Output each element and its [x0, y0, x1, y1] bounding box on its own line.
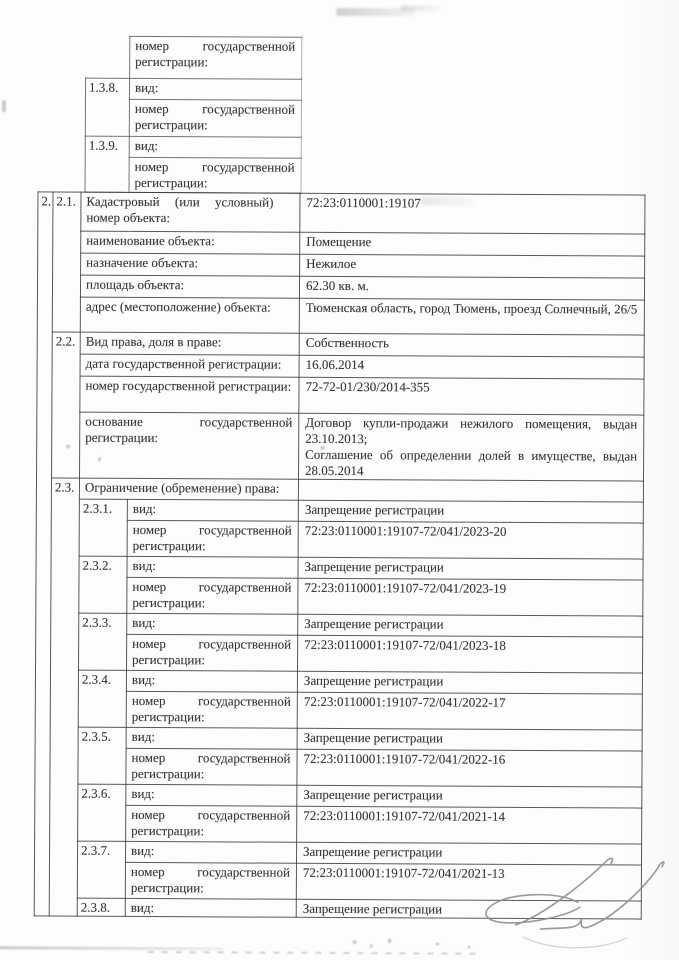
- row-label-cell: вид:: [129, 136, 301, 158]
- scan-artifact: [353, 940, 357, 944]
- row-label-cell: основание государственной регистрации:: [80, 412, 299, 479]
- row-value-cell: 72:23:0110001:19107-72/041/2022-16: [297, 749, 642, 787]
- row-label-cell: вид:: [127, 613, 298, 635]
- table-row: [38, 253, 645, 278]
- row-label-cell: номер государственной регистрации:: [125, 862, 296, 899]
- row-value-cell: 72:23:0110001:19107: [300, 193, 645, 234]
- row-value-cell: Запрещение регистрации: [296, 842, 641, 865]
- basis-line-1: Договор купли-продажи нежилого помещения, выдан 23.10.2013;: [305, 414, 638, 447]
- row-value-cell: 72:23:0110001:19107-72/041/2021-13: [296, 863, 641, 901]
- row-value-cell: Запрещение регистрации: [298, 557, 643, 580]
- row-label-cell: номер государственной регистрации:: [126, 691, 297, 728]
- row-label-cell: номер государственной регистрации:: [127, 577, 298, 614]
- row-value-cell: 72:23:0110001:19107-72/041/2023-18: [297, 635, 642, 673]
- scan-artifact: [148, 951, 478, 955]
- table-row: [37, 332, 644, 357]
- row-value-cell: 72:23:0110001:19107-72/041/2022-17: [297, 692, 642, 730]
- row-label-cell: номер государственной регистрации:: [126, 805, 297, 842]
- row-number-cell: 1.3.8.: [85, 78, 129, 136]
- row-label-cell: Ограничение (обременение) права:: [79, 478, 298, 500]
- table-row: [36, 634, 643, 673]
- row-label-cell: номер государственной регистрации:: [129, 157, 301, 193]
- row-number-cell: 2.3.6.: [78, 784, 126, 841]
- table-row: [37, 376, 644, 415]
- row-number-cell: 2.3.2.: [79, 556, 127, 613]
- property-table-fragment: [85, 36, 303, 194]
- row-value-cell: Нежилое: [300, 254, 645, 278]
- property-table-main: [34, 191, 646, 919]
- row-value-cell: 72:23:0110001:19107-72/041/2021-14: [297, 806, 642, 844]
- row-value-cell: Запрещение регистрации: [298, 500, 643, 523]
- row-label-cell: площадь объекта:: [80, 275, 299, 298]
- table-row: [36, 520, 643, 559]
- scan-artifact: [336, 8, 414, 16]
- signature: [437, 841, 677, 960]
- row-label-cell: вид:: [127, 556, 298, 578]
- row-label-cell: номер государственной регистрации:: [127, 634, 298, 671]
- row-label-cell: номер государственной регистрации:: [127, 520, 298, 557]
- table-row: [35, 805, 642, 844]
- subsection-number-cell: 2.2.: [52, 332, 81, 478]
- row-value-cell: 16.06.2014: [299, 355, 644, 379]
- row-label-cell: дата государственной регистрации:: [80, 354, 299, 377]
- table-row: [37, 412, 644, 481]
- table-row: [36, 577, 643, 616]
- row-value-cell: Запрещение регистрации: [297, 728, 642, 751]
- table-row: [35, 691, 642, 730]
- row-number-cell: 1.3.9.: [85, 136, 129, 192]
- row-label-cell: Вид права, доля в праве:: [80, 332, 299, 355]
- row-label-cell: вид:: [126, 670, 297, 692]
- row-number-cell: [86, 36, 130, 78]
- row-label-cell: вид:: [126, 727, 297, 749]
- row-label-cell: номер государственной регистрации:: [130, 36, 302, 79]
- row-number-cell: 2.3.7.: [77, 841, 125, 898]
- row-value-cell: 72:23:0110001:19107-72/041/2023-20: [298, 521, 643, 559]
- scan-artifact: [370, 944, 373, 948]
- scan-artifact: [388, 938, 392, 943]
- subsection-number-cell: 2.3.: [49, 478, 79, 916]
- subsection-number-cell: 2.1.: [52, 192, 81, 332]
- row-label-cell: вид:: [125, 898, 296, 917]
- row-label-cell: адрес (местоположение) объекта:: [80, 297, 299, 333]
- row-number-cell: 2.3.8.: [77, 898, 125, 916]
- scan-artifact: [2, 100, 6, 112]
- row-value-cell: Запрещение регистрации: [297, 785, 642, 808]
- row-number-cell: 2.3.5.: [78, 727, 126, 784]
- table-row: [37, 354, 644, 379]
- row-value-cell: Тюменская область, город Тюмень, проезд Солнечный, 26/5: [299, 298, 644, 335]
- basis-line-2: Соглашение об определении долей в имуществе, выдан 28.05.2014: [305, 446, 638, 479]
- row-label-cell: номер государственной регистрации:: [80, 376, 299, 413]
- row-value-cell: 72:23:0110001:19107-72/041/2023-19: [298, 578, 643, 616]
- row-label-cell: вид:: [126, 784, 297, 806]
- row-label-cell: вид:: [127, 499, 298, 521]
- row-label-cell: номер государственной регистрации:: [126, 748, 297, 785]
- row-label-cell: назначение объекта:: [81, 253, 300, 276]
- table-row: [37, 297, 644, 335]
- row-label-cell: номер государственной регистрации:: [129, 99, 301, 137]
- row-label-cell: наименование объекта:: [81, 231, 300, 254]
- scan-artifact: [400, 5, 440, 11]
- row-value-cell: Запрещение регистрации: [298, 614, 643, 637]
- table-row: [35, 748, 642, 787]
- row-value-cell: [299, 413, 644, 481]
- row-value-cell: 72-72-01/230/2014-355: [299, 377, 644, 415]
- row-number-cell: 2.3.3.: [79, 613, 127, 670]
- scan-artifact: [0, 946, 224, 950]
- row-value-cell: 62.30 кв. м.: [299, 276, 644, 300]
- table-row: [37, 275, 644, 300]
- section-number-cell: 2.: [34, 192, 53, 916]
- row-label-cell: вид:: [129, 78, 301, 100]
- row-value-cell: Запрещение регистрации: [297, 671, 642, 694]
- row-value-cell: Запрещение регистрации: [296, 899, 641, 919]
- row-value-cell: [298, 479, 643, 502]
- table-row: [38, 192, 645, 234]
- table-row: [38, 231, 645, 256]
- row-value-cell: Собственность: [299, 333, 644, 357]
- row-label-cell: вид:: [125, 841, 296, 863]
- row-number-cell: 2.3.1.: [79, 499, 127, 556]
- row-value-cell: Помещение: [300, 232, 645, 256]
- row-label-cell: Кадастровый (или условный) номер объекта:: [81, 192, 300, 232]
- row-number-cell: 2.3.4.: [78, 670, 126, 727]
